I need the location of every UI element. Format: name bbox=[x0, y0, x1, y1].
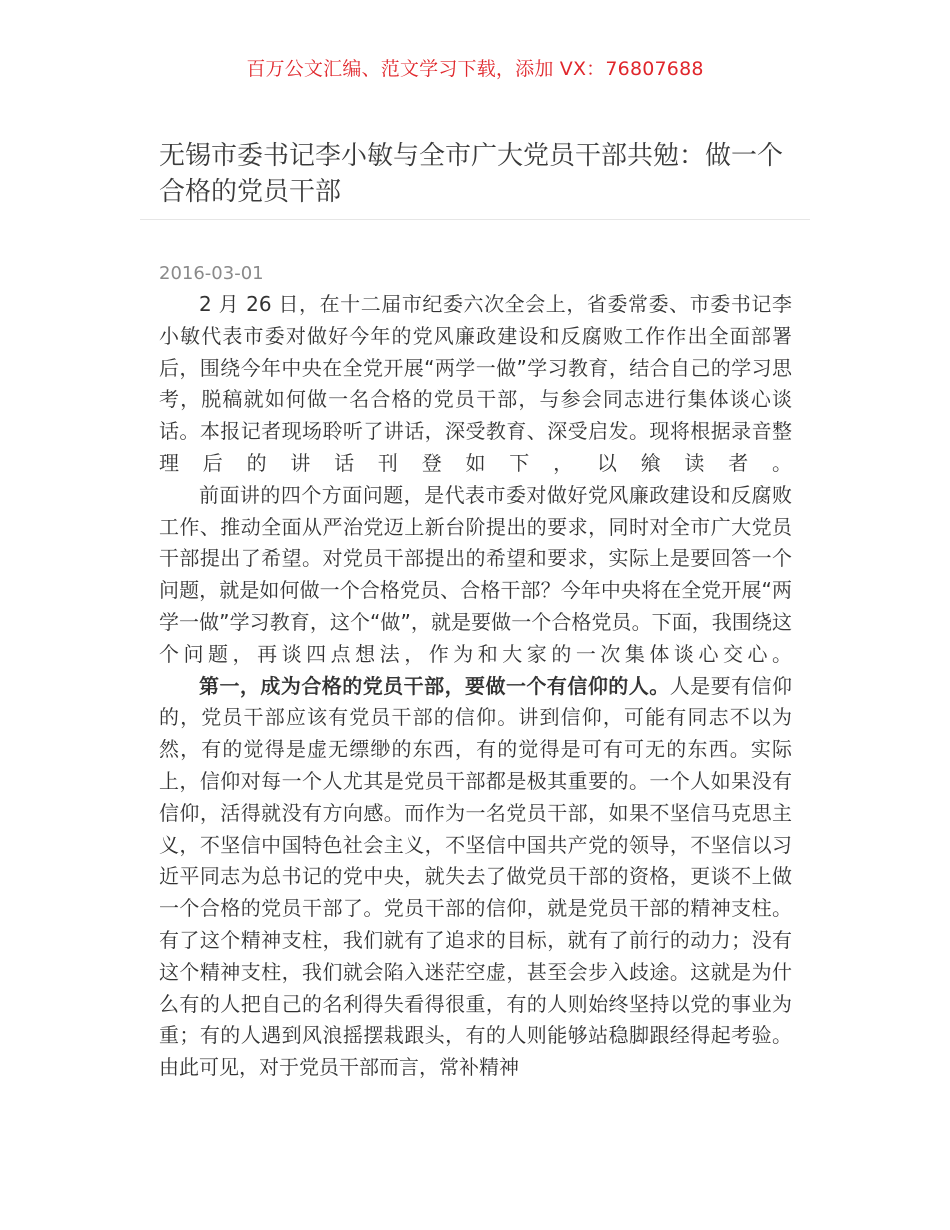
paragraph-overview: 前面讲的四个方面问题，是代表市委对做好党风廉政建设和反腐败工作、推动全面从严治党迈上新台阶提出的要求，同时对全市广大党员干部提出了希望。对党员干部提出的希望和要求，实际上是要回答一个问题，就是如何做一个合格党员、合格干部？今年中央将在全党开展“两学一做”学习教育，这个“做”，就是要做一个合格党员。下面，我围绕这个问题，再谈四点想法，作为和大家的一次集体谈心交心。 bbox=[159, 482, 792, 666]
article-title: 无锡市委书记李小敏与全市广大党员干部共勉：做一个合格的党员干部 bbox=[159, 141, 784, 207]
paragraph-intro: 2 月 26 日，在十二届市纪委六次全会上，省委常委、市委书记李小敏代表市委对做好今年的党风廉政建设和反腐败工作作出全面部署后，围绕今年中央在全党开展“两学一做”学习教育，结合自己的学习思考，脱稿就如何做一名合格的党员干部，与参会同志进行集体谈心谈话。本报记者现场聆听了讲话，深受教育、深受启发。现将根据录音整理后的讲话刊登如下，以飨读者。 bbox=[159, 292, 792, 475]
paragraph-point-one bbox=[159, 671, 792, 1084]
publish-date: 2016-03-01 bbox=[159, 263, 264, 284]
paragraph-lead: 第一，成为合格的党员干部，要做一个有信仰的人。 bbox=[199, 673, 670, 698]
header-banner: 百万公文汇编、范文学习下载，添加 VX：76807688 bbox=[246, 58, 704, 80]
paragraph-text: 人是要有信仰的，党员干部应该有党员干部的信仰。讲到信仰，可能有同志不以为然，有的觉得是虚无缥缈的东西，有的觉得是可有可无的东西。实际上，信仰对每一个人尤其是党员干部都是极其重要的。一个人如果没有信仰，活得就没有方向感。而作为一名党员干部，如果不坚信马克思主义，不坚信中国特色社会主义，不坚信中国共产党的领导，不坚信以习近平同志为总书记的党中央，就失去了做党员干部的资格，更谈不上做一个合格的党员干部了。党员干部的信仰，就是党员干部的精神支柱。有了这个精神支柱，我们就有了追求的目标，就有了前行的动力；没有这个精神支柱，我们就会陷入迷茫空虚，甚至会步入歧途。这就是为什么有的人把自己的名利得失看得很重，有的人则始终坚持以党的事业为重；有的人遇到风浪摇摆栽跟头，有的人则能够站稳脚跟经得起考验。由此可见，对于党员干部而言，常补精神 bbox=[159, 673, 793, 1080]
article-body bbox=[159, 289, 792, 1084]
title-divider bbox=[140, 219, 810, 220]
